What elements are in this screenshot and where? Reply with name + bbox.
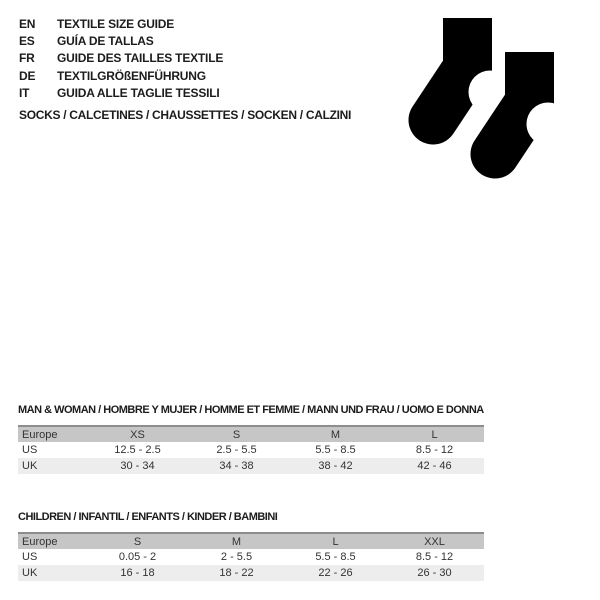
lang-code: ES: [19, 34, 35, 49]
category-title: SOCKS / CALCETINES / CHAUSSETTES / SOCKEN / CALZINI: [19, 108, 352, 122]
cell-value: 5.5 - 8.5: [315, 551, 356, 563]
lang-line-fr: [19, 50, 223, 67]
header-size-m: M: [231, 535, 242, 548]
row-label: UK: [22, 460, 38, 472]
children-table-title: CHILDREN / INFANTIL / ENFANTS / KINDER / BAMBINI: [18, 511, 278, 523]
lang-label: TEXTILGRÖßENFÜHRUNG: [57, 68, 206, 83]
children-table: [18, 532, 484, 581]
header-region: Europe: [22, 428, 58, 441]
lang-line-de: [19, 68, 223, 85]
sock-front: [495, 52, 570, 154]
header-size-xs: XS: [130, 428, 145, 441]
lang-code: FR: [19, 51, 35, 66]
cell-value: 26 - 30: [417, 567, 452, 579]
lang-line-it: [19, 85, 223, 102]
table-header-row: [18, 534, 484, 549]
header-size-s: S: [232, 428, 241, 441]
lang-line-en: [19, 16, 223, 33]
cell-value: 12.5 - 2.5: [114, 444, 161, 456]
lang-code: IT: [19, 85, 30, 100]
header-size-l: L: [332, 535, 339, 548]
row-label: US: [22, 551, 38, 563]
table-header-row: [18, 427, 484, 442]
cell-value: 22 - 26: [318, 567, 353, 579]
man-woman-table: [18, 425, 484, 474]
cell-value: 0.05 - 2: [118, 551, 157, 563]
header-region: Europe: [22, 535, 58, 548]
lang-label: TEXTILE SIZE GUIDE: [57, 17, 175, 31]
cell-value: 8.5 - 12: [415, 551, 454, 563]
header-size-m: M: [330, 428, 341, 441]
cell-value: 42 - 46: [417, 460, 452, 472]
lang-label: GUÍA DE TALLAS: [57, 34, 154, 49]
lang-line-es: [19, 33, 223, 50]
lang-code: EN: [19, 17, 36, 31]
cell-value: 38 - 42: [318, 460, 353, 472]
row-label: US: [22, 444, 38, 456]
cell-value: 34 - 38: [219, 460, 254, 472]
table-row-uk: [18, 458, 484, 474]
cell-value: 5.5 - 8.5: [315, 444, 356, 456]
lang-label: GUIDA ALLE TAGLIE TESSILI: [57, 85, 220, 100]
table-row-us: [18, 442, 484, 458]
man-woman-table-title: MAN & WOMAN / HOMBRE Y MUJER / HOMME ET FEMME / MANN UND FRAU / UOMO E DONNA: [18, 404, 484, 416]
row-label: UK: [22, 567, 38, 579]
cell-value: 16 - 18: [120, 567, 155, 579]
cell-value: 18 - 22: [219, 567, 254, 579]
header-size-s: S: [133, 535, 142, 548]
header-size-xxl: XXL: [424, 535, 445, 548]
cell-value: 30 - 34: [120, 460, 155, 472]
children-section: [18, 511, 484, 581]
table-row-us: [18, 549, 484, 565]
table-row-uk: [18, 565, 484, 581]
cell-value: 2.5 - 5.5: [216, 444, 257, 456]
cell-value: 2 - 5.5: [220, 551, 253, 563]
socks-icon: [405, 8, 575, 188]
lang-label: GUIDE DES TAILLES TEXTILE: [57, 51, 224, 66]
header-size-l: L: [431, 428, 438, 441]
lang-code: DE: [19, 68, 36, 83]
man-woman-section: [18, 404, 484, 474]
cell-value: 8.5 - 12: [415, 444, 454, 456]
language-legend: [19, 16, 223, 102]
